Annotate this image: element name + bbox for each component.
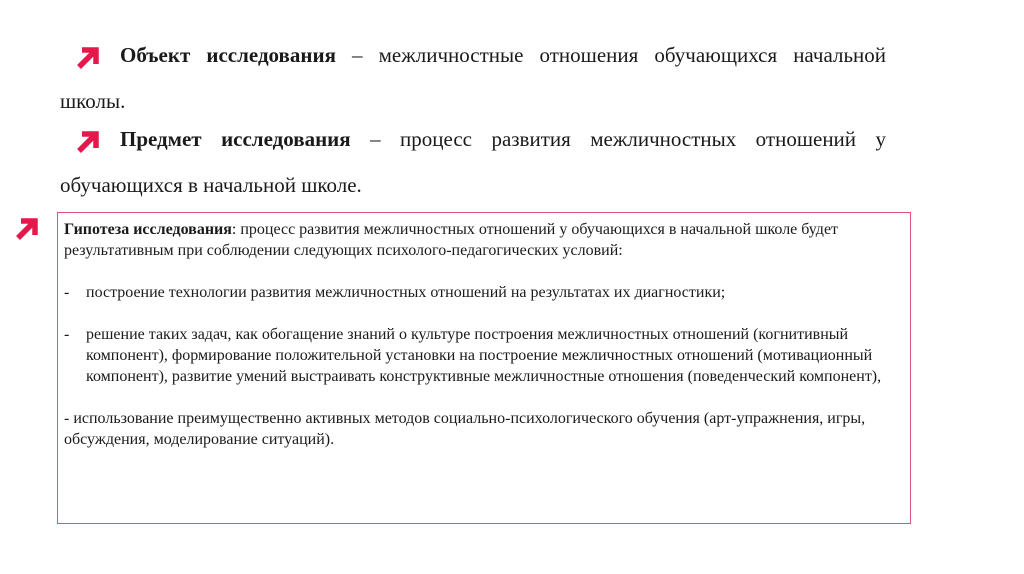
subject-term: Предмет исследования [120, 127, 351, 151]
condition-text: построение технологии развития межличностных отношений на результатах их диагностики; [86, 284, 726, 301]
hypothesis-condition-1 [64, 282, 902, 303]
hypothesis-condition-2 [64, 324, 902, 387]
list-dash: - [64, 326, 70, 343]
hypothesis-condition-3: - использование преимущественно активных методов социально-психологического обучения (арт-упражнения, игры, обсуждения, моделирование ситуаций). [64, 410, 866, 448]
object-paragraph [60, 32, 886, 124]
hypothesis-term: Гипотеза исследования [64, 221, 232, 238]
arrow-up-right-icon [13, 215, 41, 243]
object-text: – межличностные отношения обучающихся начальной школы. [60, 43, 887, 113]
hypothesis-box [57, 212, 911, 524]
object-term: Объект исследования [120, 43, 336, 67]
subject-text: – процесс развития межличностных отношений у обучающихся в начальной школе. [60, 127, 886, 197]
list-dash: - [64, 284, 70, 301]
hypothesis-intro [64, 219, 902, 261]
subject-paragraph [60, 116, 886, 208]
condition-text: решение таких задач, как обогащение знаний о культуре построения межличностных отношений (когнитивный компонент), формирование положительной установки на построение межличностных отношений (мотивационный компонент), развитие умений выстраивать конструктивные межличностные отношения (поведенческий компонент), [86, 326, 882, 385]
hypothesis-intro-text: : процесс развития межличностных отношений у обучающихся в начальной школе будет результативным при соблюдении следующих психолого-педагогических условий: [64, 221, 839, 259]
